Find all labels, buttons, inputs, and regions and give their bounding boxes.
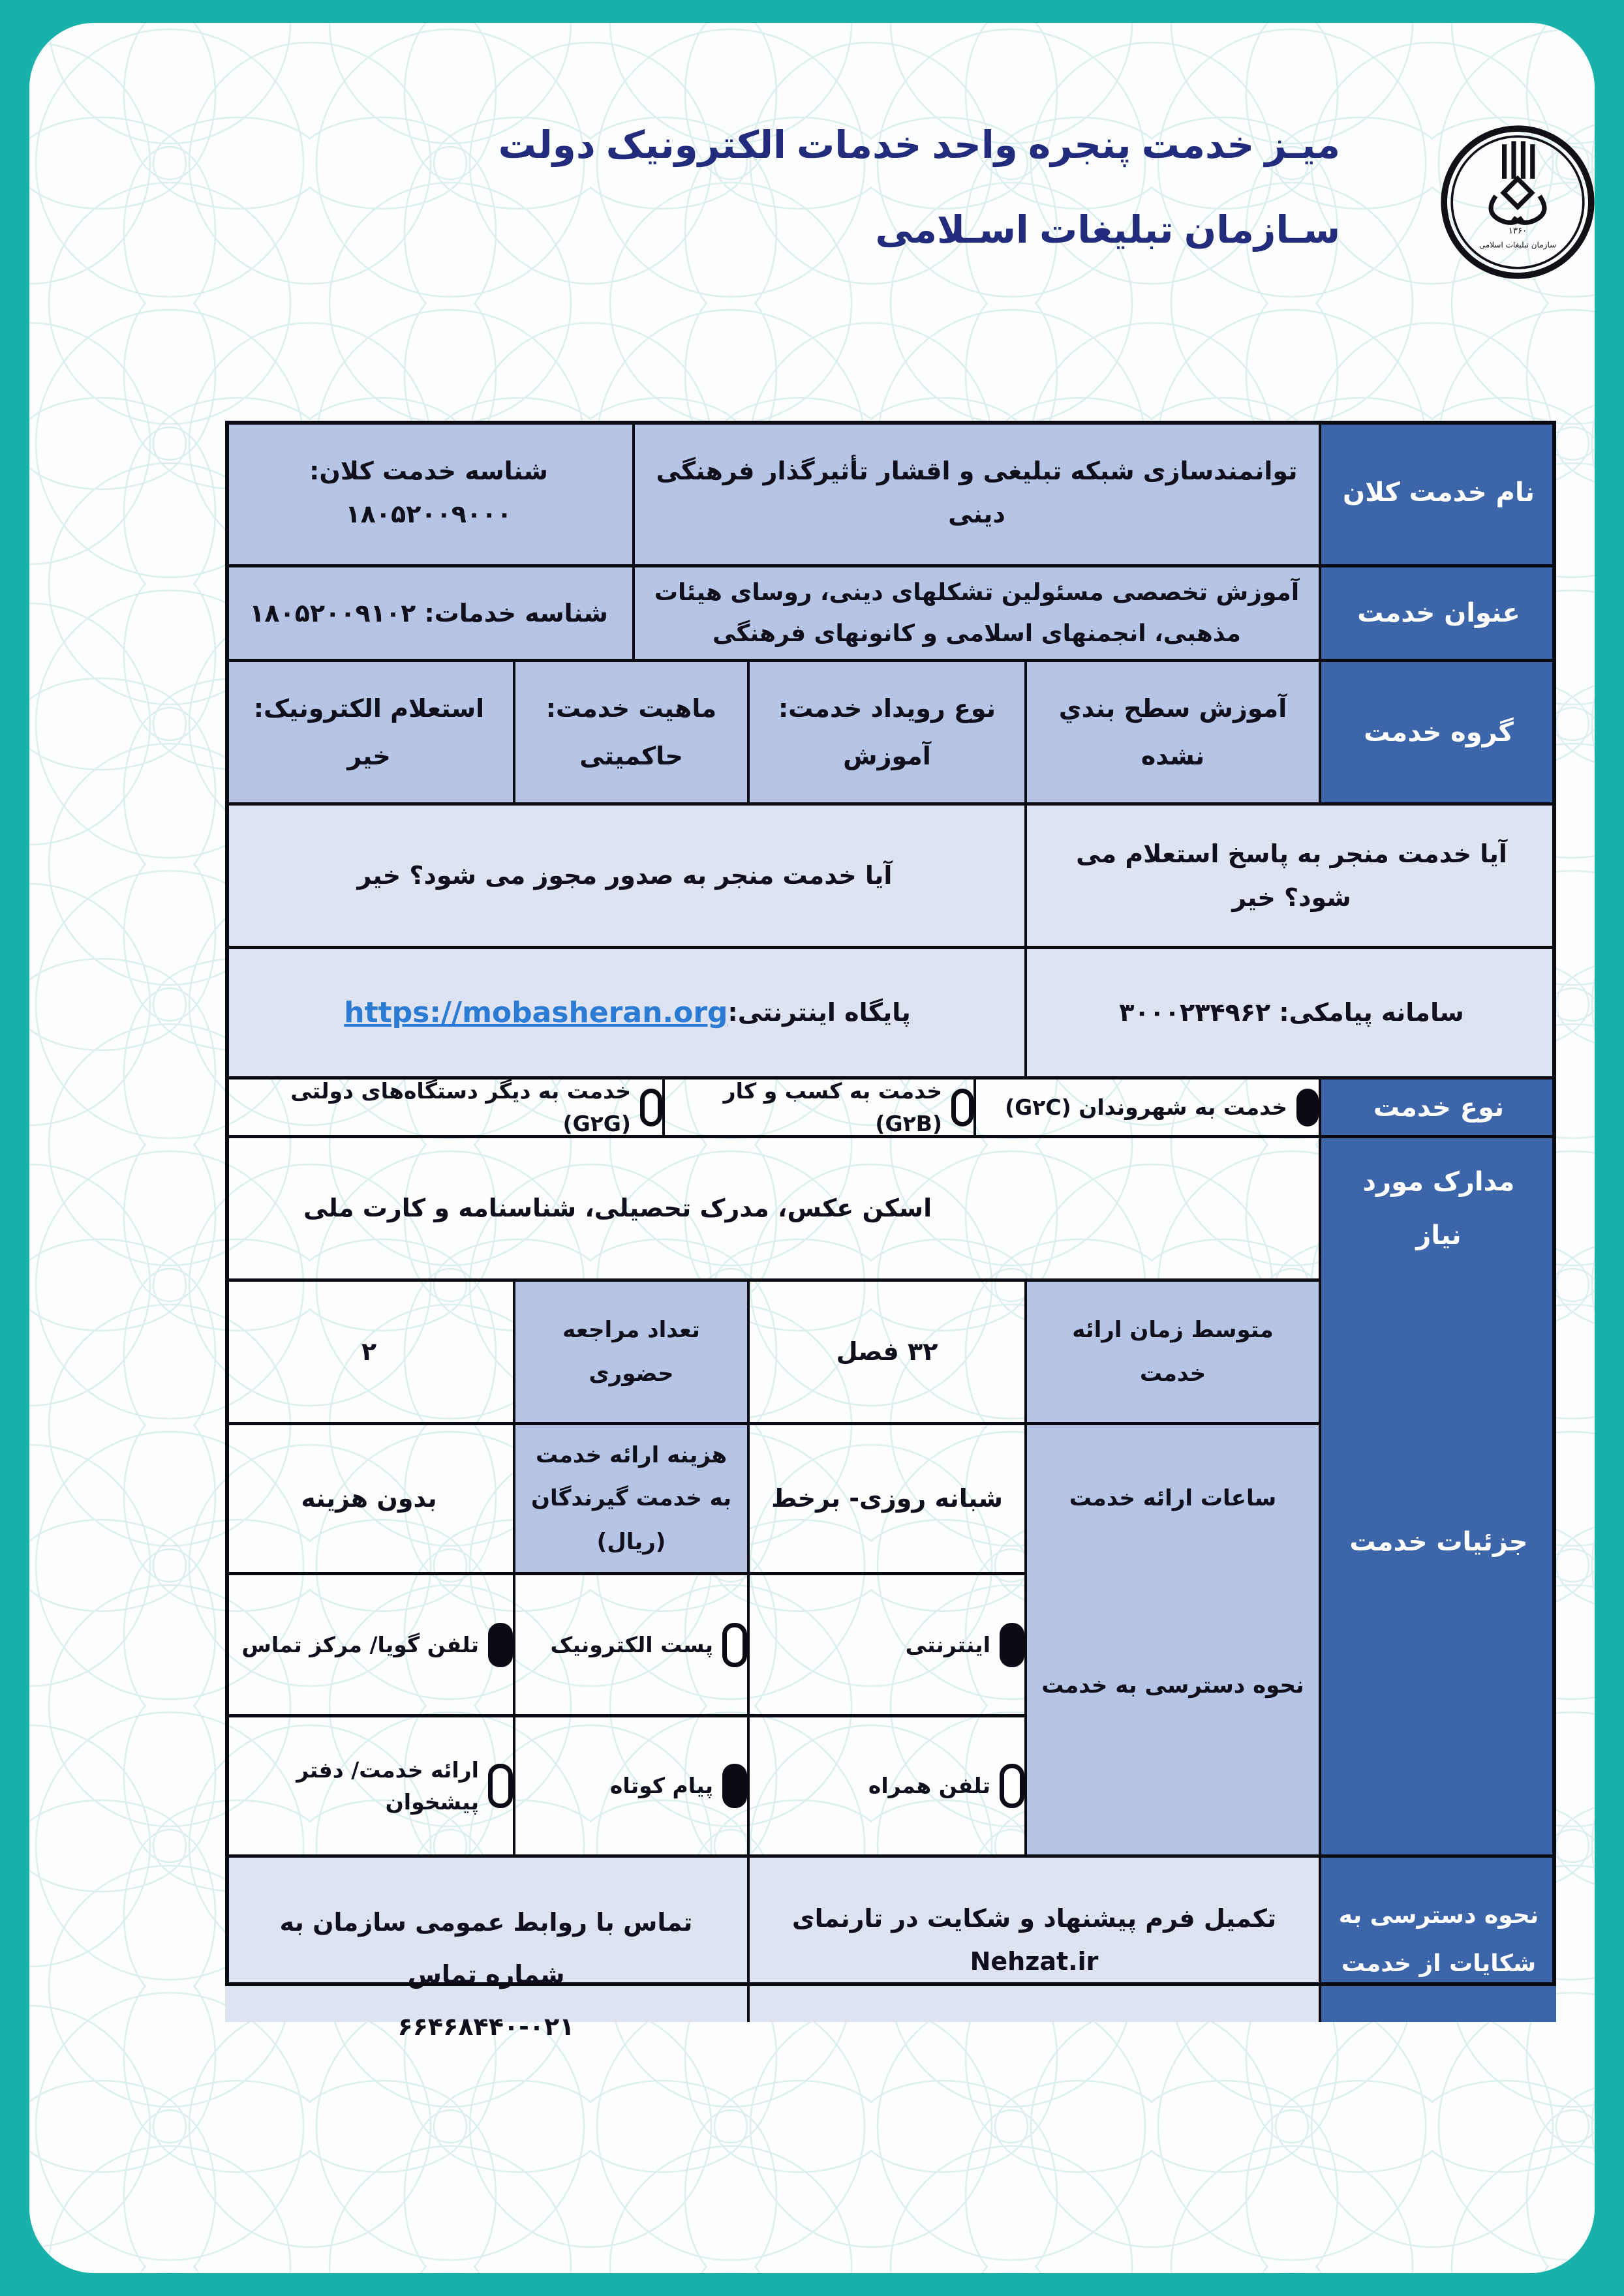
service-event-type: نوع رویداد خدمت: آموزش: [747, 662, 1024, 802]
checkbox-sms-label: پیام کوتاه: [609, 1773, 713, 1799]
row-macro-service: [225, 421, 1556, 564]
macro-service-label: نام خدمت کلان: [1319, 421, 1556, 564]
macro-service-id: شناسه خدمت کلان: ۱۸۰۵۲۰۰۹۰۰۰: [225, 421, 632, 564]
complaints-phone-number: ۶۶۴۶۸۴۴۰-۰۲۱: [397, 2012, 575, 2041]
page-title-line1: میـز خدمت پنجره واحد خدمات الکترونیک دولت: [498, 123, 1340, 167]
hours-label: ساعات ارائه خدمت: [1024, 1425, 1319, 1572]
hours-value: شبانه روزی- برخط: [747, 1425, 1024, 1572]
checkbox-g2b[interactable]: [951, 1089, 973, 1126]
access-sms: [513, 1717, 747, 1854]
macro-service-value: توانمندسازی شبکه تبلیغی و اقشار تأثیرگذار فرهنگی دینی: [632, 421, 1319, 564]
row-service-type: [225, 1076, 1556, 1135]
page-title: [356, 123, 1340, 252]
service-title-value: آموزش تخصصی مسئولین تشکلهای دینی، روسای هیئات مذهبی، انجمنهای اسلامی و کانونهای فرهنگی: [632, 567, 1319, 659]
sms-system: سامانه پیامکی: ۳۰۰۰۲۳۴۹۶۲: [1024, 949, 1556, 1076]
svg-text:۱۳۶۰: ۱۳۶۰: [1508, 226, 1527, 236]
checkbox-g2b-label: خدمت به کسب و کار (G۲B): [723, 1078, 942, 1136]
checkbox-ivr[interactable]: [488, 1623, 513, 1667]
access-counter: [225, 1717, 513, 1854]
service-type-label: نوع خدمت: [1319, 1080, 1556, 1135]
checkbox-email[interactable]: [722, 1623, 747, 1667]
svg-text:سازمان تبلیغات اسلامی: سازمان تبلیغات اسلامی: [1478, 240, 1557, 250]
row-service-group: [225, 659, 1556, 802]
row-contact-channels: [225, 946, 1556, 1076]
checkbox-g2g[interactable]: [640, 1089, 662, 1126]
complaints-online: تکمیل فرم پیشنهاد و شکایت در تارنمای Nehzat.ir: [747, 1858, 1319, 2022]
checkbox-g2c[interactable]: [1296, 1089, 1319, 1126]
complaints-phone-text: تماس با روابط عمومی سازمان به شماره تماس: [279, 1908, 693, 1989]
checkbox-ivr-label: تلفن گویا/ مرکز تماس: [241, 1631, 479, 1657]
access-ivr: [225, 1575, 513, 1714]
visits-value: ۲: [361, 1337, 377, 1367]
service-nature: ماهیت خدمت: حاکمیتی: [513, 662, 747, 802]
access-email: [513, 1575, 747, 1714]
service-table: [225, 421, 1556, 2041]
card: [29, 23, 1595, 2273]
service-group-label: گروه خدمت: [1319, 662, 1556, 802]
checkbox-internet-label: اینترنتی: [905, 1631, 990, 1657]
inquiry-question: آیا خدمت منجر به پاسخ استعلام می شود؟ خیر: [1024, 806, 1556, 946]
visits-label: تعداد مراجعه حضوری: [513, 1282, 747, 1422]
checkbox-internet[interactable]: [1000, 1623, 1024, 1667]
service-group-value: آموزش سطح بندي نشده: [1024, 662, 1319, 802]
complaints-label: نحوه دسترسی به شکایات از خدمت: [1319, 1858, 1556, 2022]
row-questions: [225, 802, 1556, 946]
checkbox-g2c-label: خدمت به شهروندان (G۲C): [1005, 1094, 1287, 1120]
required-documents-label: مدارک مورد نیاز: [1319, 1138, 1556, 1278]
service-title-label: عنوان خدمت: [1319, 567, 1556, 659]
electronic-inquiry: استعلام الکترونیک: خیر: [225, 662, 513, 802]
website-cell: [225, 949, 1024, 1076]
license-question: آیا خدمت منجر به صدور مجوز می شود؟ خیر: [225, 806, 1024, 946]
complaints-phone: [225, 1858, 747, 2041]
website-label: پایگاه اینترنتی:: [728, 998, 911, 1027]
avg-time-label: متوسط زمان ارائه خدمت: [1024, 1282, 1319, 1422]
checkbox-counter[interactable]: [488, 1764, 513, 1808]
avg-time-value: ۳۲ فصل: [747, 1282, 1024, 1422]
access-internet: [747, 1575, 1024, 1714]
row-required-documents: [225, 1135, 1556, 1278]
access-method-label: نحوه دسترسی به خدمت: [1024, 1549, 1319, 1822]
org-logo-icon: [1439, 124, 1595, 280]
service-type-g2b: [662, 1080, 973, 1135]
service-type-g2c: [973, 1080, 1319, 1135]
website-link[interactable]: https://mobasheran.org: [344, 996, 728, 1029]
checkbox-mobile[interactable]: [1000, 1764, 1024, 1808]
checkbox-counter-label: ارائه خدمت/ دفتر پیشخوان: [296, 1757, 479, 1815]
cost-label: هزینه ارائه خدمت به خدمت گیرندگان (ریال): [513, 1425, 747, 1572]
access-mobile: [747, 1717, 1024, 1854]
cost-value: بدون هزینه: [301, 1484, 437, 1513]
required-documents-value: اسکن عکس، مدرک تحصیلی، شناسنامه و کارت ملی: [303, 1194, 932, 1223]
row-complaints: [225, 1854, 1556, 2041]
service-title-id: شناسه خدمات: ۱۸۰۵۲۰۰۹۱۰۲: [225, 567, 632, 659]
checkbox-sms[interactable]: [722, 1764, 747, 1808]
page-title-line2: سـازمان تبلیغات اسـلامی: [875, 207, 1340, 252]
service-type-g2g: [225, 1080, 662, 1135]
checkbox-email-label: پست الکترونیک: [550, 1631, 713, 1657]
checkbox-mobile-label: تلفن همراه: [868, 1773, 990, 1799]
checkbox-g2g-label: خدمت به دیگر دستگاه‌های دولتی (G۲G): [290, 1078, 631, 1136]
row-service-title: [225, 564, 1556, 659]
details-section-label: جزئیات خدمت: [1319, 1262, 1556, 1822]
